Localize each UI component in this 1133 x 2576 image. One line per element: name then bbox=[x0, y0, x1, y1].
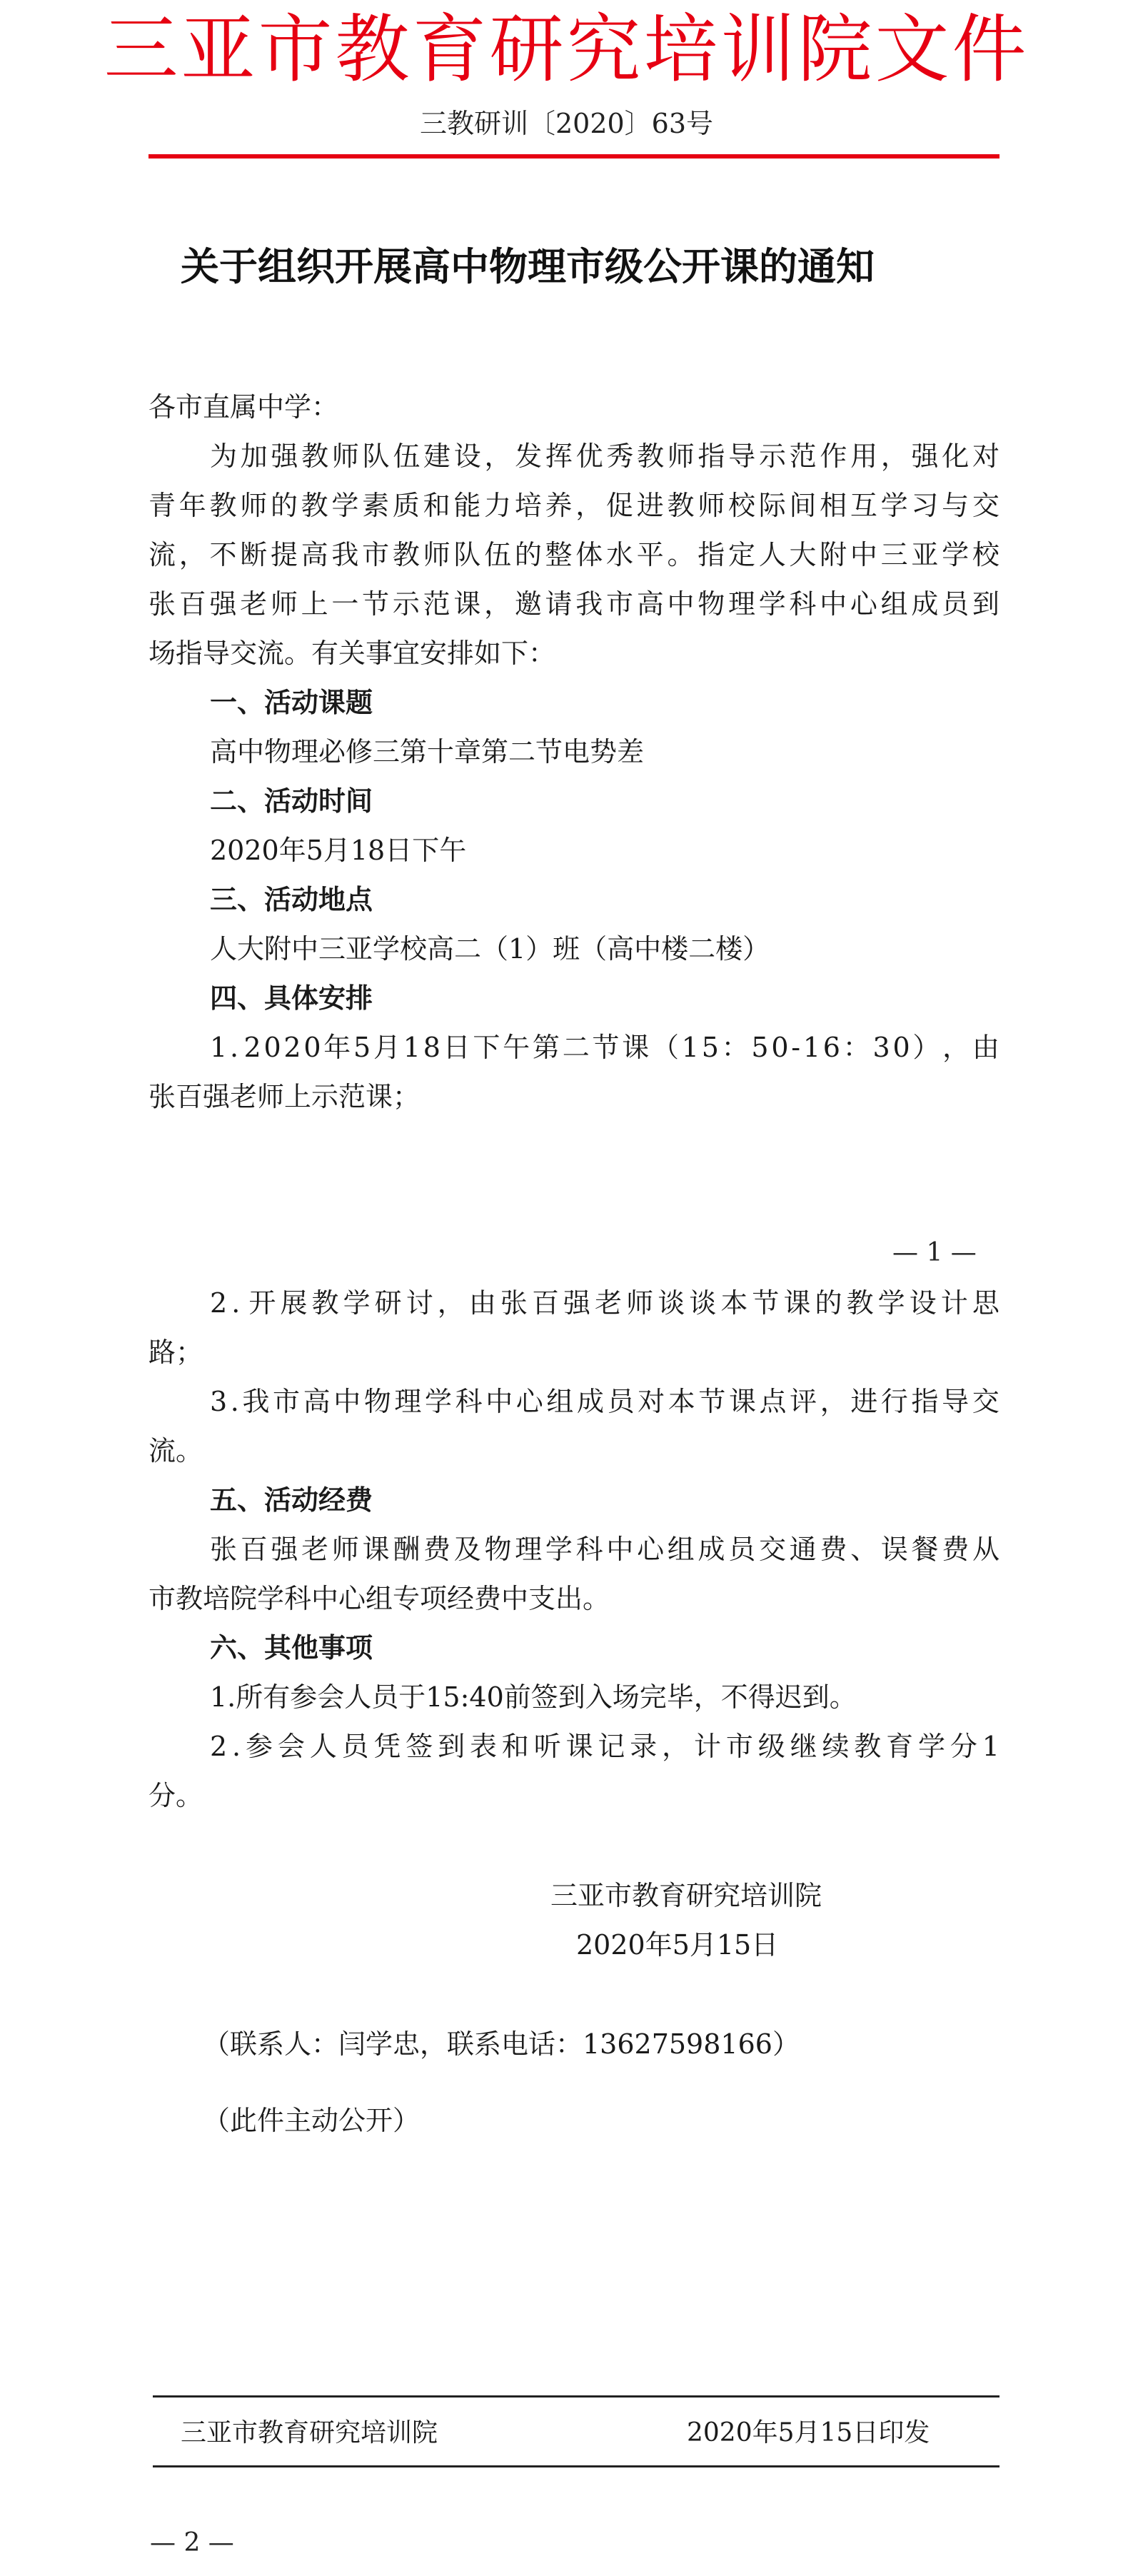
other-item-2-line-2: 分。 bbox=[148, 1780, 203, 1811]
contact-info: （联系人：闫学忠，联系电话：13627598166） bbox=[203, 2028, 800, 2060]
signature-date: 2020年5月15日 bbox=[576, 1929, 779, 1961]
other-item-1: 1.所有参会人员于15:40前签到入场完毕，不得迟到。 bbox=[210, 1681, 857, 1713]
schedule-item-1-line-1: 1 . 2 0 2 0 年 5 月 1 8 日 下 午 第 二 节 课 （ 1 5 ： 5 0 - 1 6 ： 3 0 ） ， 由 bbox=[210, 1032, 999, 1063]
section-4-heading: 四、具体安排 bbox=[210, 982, 373, 1014]
footer-rule-top bbox=[153, 2395, 999, 2398]
section-3-text: 人大附中三亚学校高二（1）班（高中楼二楼） bbox=[210, 933, 770, 965]
footer-print-date: 2020年5月15日印发 bbox=[687, 2418, 930, 2447]
section-5-line-1: 张 百 强 老 师 课 酬 费 及 物 理 学 科 中 心 组 成 员 交 通 费 、 误 餐 费 从 bbox=[210, 1534, 999, 1565]
red-header-rule bbox=[148, 154, 999, 159]
intro-line-3: 流 ， 不 断 提 高 我 市 教 师 队 伍 的 整 体 水 平 。 指 定 人 大 附 中 三 亚 学 校 bbox=[148, 539, 999, 570]
section-5-line-2: 市教培院学科中心组专项经费中支出。 bbox=[148, 1583, 610, 1614]
page-number-1: — 1 — bbox=[892, 1238, 977, 1267]
section-2-heading: 二、活动时间 bbox=[210, 785, 373, 817]
section-1-text: 高中物理必修三第十章第二节电势差 bbox=[210, 736, 645, 768]
schedule-item-1-line-2: 张百强老师上示范课； bbox=[148, 1081, 421, 1112]
intro-line-4: 张 百 强 老 师 上 一 节 示 范 课 ， 邀 请 我 市 高 中 物 理 学 科 中 心 组 成 员 到 bbox=[148, 588, 999, 620]
schedule-item-2-line-2: 路； bbox=[148, 1337, 203, 1368]
intro-line-1: 为 加 强 教 师 队 伍 建 设 ， 发 挥 优 秀 教 师 指 导 示 范 作 用 ， 强 化 对 bbox=[210, 441, 999, 472]
footer-org: 三亚市教育研究培训院 bbox=[181, 2418, 438, 2447]
intro-line-2: 青 年 教 师 的 教 学 素 质 和 能 力 培 养 ， 促 进 教 师 校 际 间 相 互 学 习 与 交 bbox=[148, 490, 999, 521]
signature-org: 三亚市教育研究培训院 bbox=[550, 1880, 822, 1911]
disclosure-note: （此件主动公开） bbox=[203, 2105, 421, 2136]
other-item-2-line-1: 2 . 参 会 人 员 凭 签 到 表 和 听 课 记 录 ， 计 市 级 继 续 教 育 学 分 1 bbox=[210, 1731, 999, 1762]
section-3-heading: 三、活动地点 bbox=[210, 883, 373, 915]
section-6-heading: 六、其他事项 bbox=[210, 1631, 373, 1664]
schedule-item-3-line-1: 3 . 我 市 高 中 物 理 学 科 中 心 组 成 员 对 本 节 课 点 评 ， 进 行 指 导 交 bbox=[210, 1386, 999, 1417]
notice-title: 关于组织开展高中物理市级公开课的通知 bbox=[181, 243, 875, 289]
addressee: 各市直属中学： bbox=[148, 391, 339, 423]
section-1-heading: 一、活动课题 bbox=[210, 686, 373, 718]
section-2-text: 2020年5月18日下午 bbox=[210, 835, 467, 866]
schedule-item-2-line-1: 2 . 开 展 教 学 研 讨 ， 由 张 百 强 老 师 谈 谈 本 节 课 的 教 学 设 计 思 bbox=[210, 1287, 999, 1319]
document-header-title: 三亚市教育研究培训院文件 bbox=[104, 6, 1029, 93]
intro-line-5: 场指导交流。有关事宜安排如下： bbox=[148, 638, 556, 669]
footer-rule-bottom bbox=[153, 2465, 999, 2467]
document-number: 三教研训〔2020〕63号 bbox=[419, 108, 714, 139]
schedule-item-3-line-2: 流。 bbox=[148, 1435, 203, 1466]
page-number-2: — 2 — bbox=[150, 2528, 234, 2557]
section-5-heading: 五、活动经费 bbox=[210, 1484, 373, 1516]
